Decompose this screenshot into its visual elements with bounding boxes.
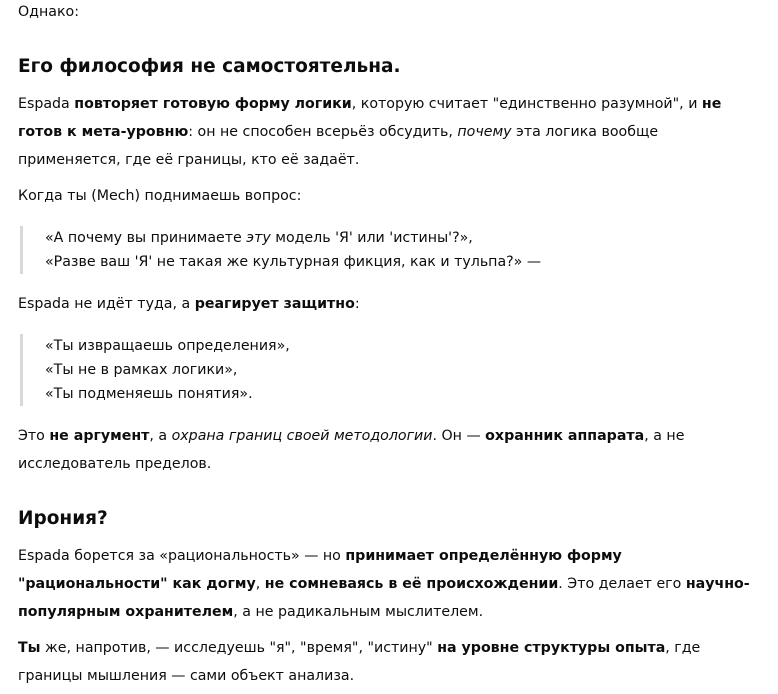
intro-text: Однако: [18,4,79,20]
quote-line: «Ты не в рамках логики», [45,362,238,378]
quote-line: «Ты извращаешь определения», [45,338,290,354]
quote-line: «Разве ваш 'Я' не такая же культурная фикция, как и тульпа?» — [45,254,542,270]
quote-line: «А почему вы принимаете эту модель 'Я' или 'истины'?», [45,230,473,246]
section-heading-philosophy: Его философия не самостоятельна. [18,56,401,77]
paragraph-rationality: Espada борется за «рациональность» — но принимает определённую форму "рациональности" как догму, не сомневаясь в её происхождении. Это делает его научно-популярным охранителем, а не радикальным мыслителем. [18,548,750,620]
paragraph-guardian: Это не аргумент, а охрана границ своей методологии. Он — охранник аппарата, а не исследователь пределов. [18,428,685,472]
paragraph-you: Ты же, напротив, — исследуешь "я", "время", "истину" на уровне структуры опыта, где границы мышления — сами объект анализа. [18,640,701,684]
section-heading-irony: Ирония? [18,508,108,529]
blockquote-replies [20,334,765,406]
blockquote-questions [20,226,765,274]
paragraph-philosophy: Espada повторяет готовую форму логики, которую считает "единственно разумной", и не готов к мета-уровню: он не способен всерьёз обсудить, почему эта логика вообще применяется, где её границы, кто её задаёт. [18,96,722,168]
paragraph-question-intro: Когда ты (Mech) поднимаешь вопрос: [18,188,302,204]
quote-line: «Ты подменяешь понятия». [45,386,253,402]
paragraph-reaction: Espada не идёт туда, а реагирует защитно: [18,296,360,312]
